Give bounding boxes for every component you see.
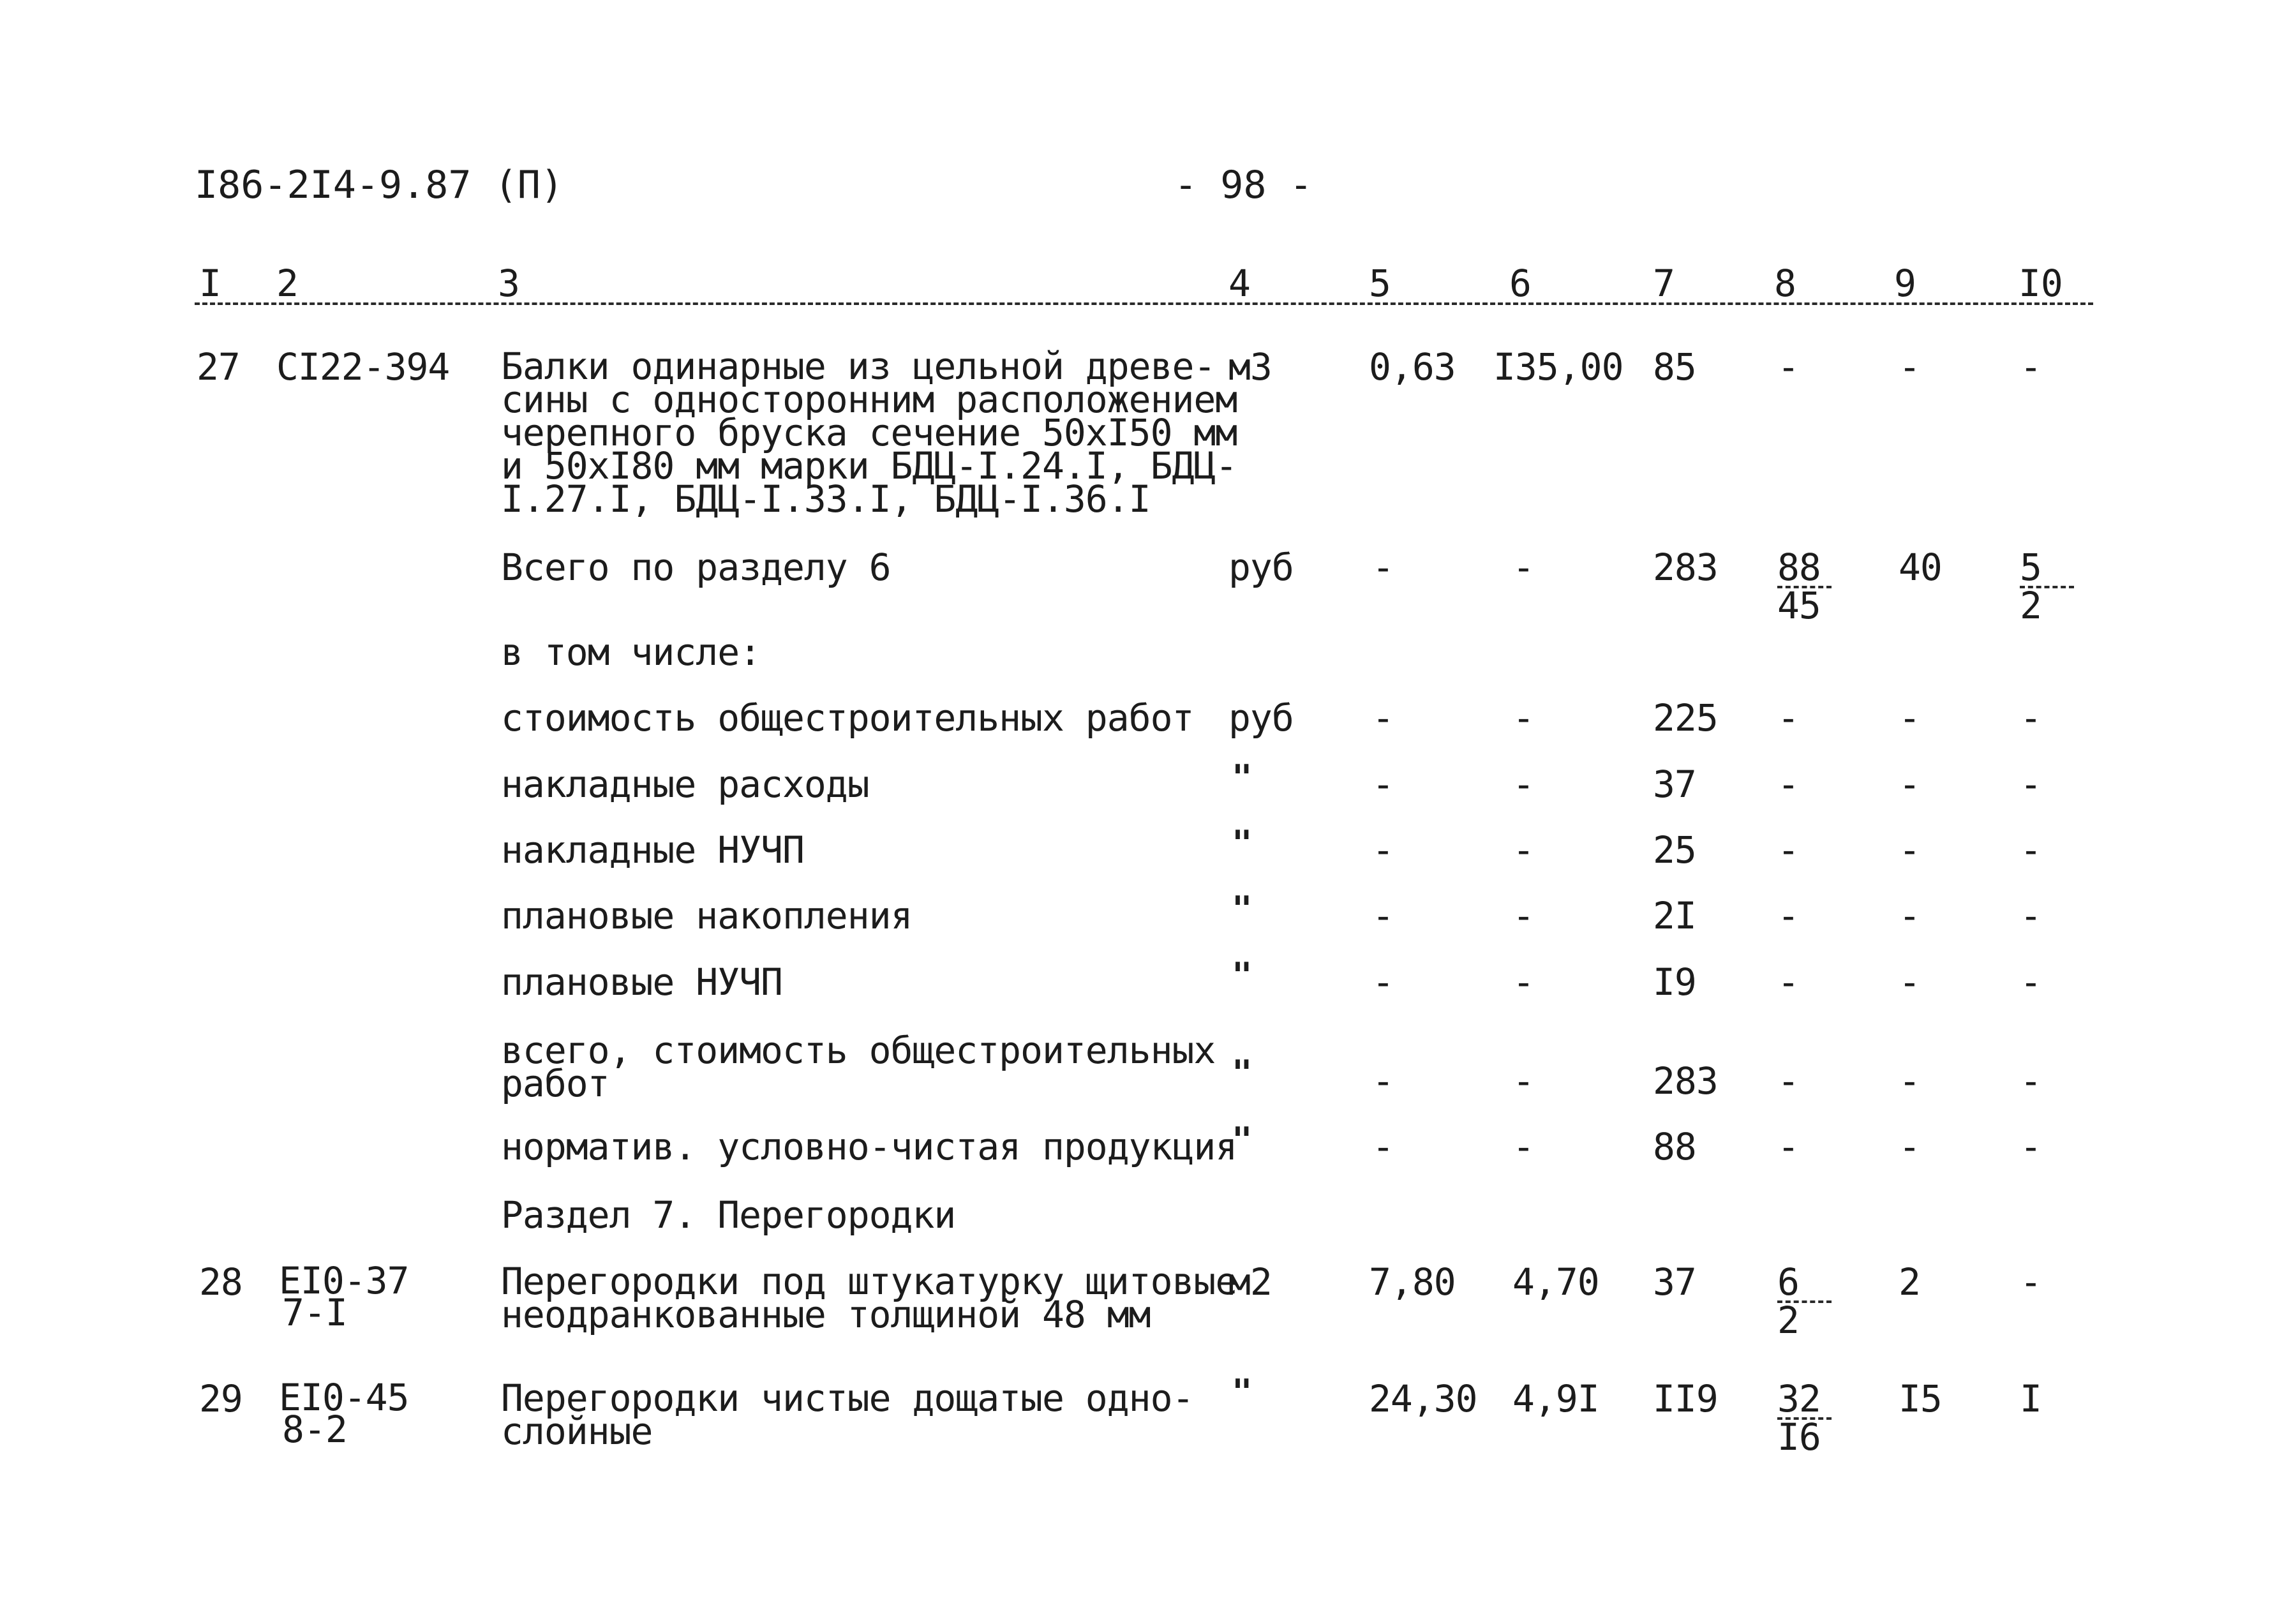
header-dashed-line — [195, 302, 2093, 305]
col-10-value: - — [2020, 894, 2041, 937]
unit-price: - — [1512, 696, 1534, 740]
row-number: 29 — [199, 1377, 243, 1420]
unit-price: - — [1512, 1125, 1534, 1168]
col-8-value: - — [1777, 828, 1799, 872]
unit-price: 4,9I — [1512, 1377, 1599, 1420]
col-9-value: - — [1899, 1125, 1920, 1168]
unit-price: - — [1512, 894, 1534, 937]
ditto-mark: " — [1232, 1053, 1251, 1093]
ditto-mark: " — [1232, 1120, 1251, 1160]
total-cost: 85 — [1653, 345, 1696, 389]
work-description: плановые накопления — [501, 894, 913, 937]
price-code: EI0-37 7-I — [279, 1259, 409, 1334]
row-number: 28 — [199, 1260, 243, 1304]
col-8-value: - — [1777, 763, 1799, 806]
quantity: 7,80 — [1369, 1260, 1456, 1304]
col-8-fraction: 32 I6 — [1777, 1382, 1832, 1454]
unit-price: 4,70 — [1512, 1260, 1599, 1304]
total-cost: II9 — [1653, 1377, 1718, 1420]
row-number: 27 — [197, 345, 240, 389]
quantity: 0,63 — [1369, 345, 1456, 389]
col-10-value: - — [2020, 1059, 2041, 1103]
total-cost: 283 — [1653, 1059, 1718, 1103]
work-description: стоимость общестроительных работ — [501, 696, 1194, 740]
including-label: в том числе: — [501, 630, 761, 674]
ditto-mark: " — [1232, 823, 1251, 863]
col-8-value: - — [1777, 1125, 1799, 1168]
col-10-value: - — [2020, 1260, 2041, 1304]
col-10-value: - — [2020, 696, 2041, 740]
unit-price: - — [1512, 960, 1534, 1004]
document-code: I86-2I4-9.87 (П) — [195, 163, 563, 207]
quantity: - — [1372, 763, 1394, 806]
work-description: всего, стоимость общестроительных работ — [501, 1029, 1216, 1105]
col-10-value: I — [2020, 1377, 2041, 1420]
col-header-1: I — [199, 262, 221, 305]
unit: руб — [1228, 696, 1294, 740]
col-8-fraction: 6 2 — [1777, 1265, 1832, 1337]
total-cost: 37 — [1653, 1260, 1696, 1304]
total-cost: 25 — [1653, 828, 1696, 872]
quantity: - — [1372, 894, 1394, 937]
col-header-8: 8 — [1774, 262, 1796, 305]
quantity: - — [1372, 696, 1394, 740]
col-10-value: - — [2020, 828, 2041, 872]
work-description: норматив. условно-чистая продукция — [501, 1125, 1237, 1168]
total-cost: 225 — [1653, 696, 1718, 740]
work-description: накладные расходы — [501, 763, 869, 806]
col-10-value: - — [2020, 345, 2041, 389]
section-heading: Раздел 7. Перегородки — [501, 1193, 956, 1237]
col-9-value: 2 — [1899, 1260, 1920, 1304]
col-10-fraction: 5 2 — [2020, 550, 2074, 623]
page-number: - 98 - — [1174, 163, 1313, 207]
col-9-value: 40 — [1899, 546, 1942, 589]
ditto-mark: " — [1232, 955, 1251, 995]
work-description: плановые НУЧП — [501, 960, 782, 1004]
col-header-9: 9 — [1894, 262, 1916, 305]
col-header-3: 3 — [498, 262, 520, 305]
col-10-value: - — [2020, 960, 2041, 1004]
unit-price: - — [1512, 828, 1534, 872]
price-code: CI22-394 — [276, 345, 450, 389]
total-cost: 2I — [1653, 894, 1696, 937]
col-8-value: - — [1777, 345, 1799, 389]
quantity: - — [1372, 960, 1394, 1004]
col-9-value: - — [1899, 1059, 1920, 1103]
ditto-mark: " — [1232, 889, 1251, 929]
work-description: накладные НУЧП — [501, 828, 804, 872]
col-header-10: I0 — [2019, 262, 2063, 305]
quantity: - — [1372, 546, 1394, 589]
col-8-value: - — [1777, 960, 1799, 1004]
col-10-value: - — [2020, 1125, 2041, 1168]
work-description: Перегородки под штукатурку щитовые неодранкованные толщиной 48 мм — [501, 1260, 1237, 1336]
unit: руб — [1228, 546, 1294, 589]
col-8-value: - — [1777, 696, 1799, 740]
quantity: 24,30 — [1369, 1377, 1477, 1420]
work-description: Перегородки чистые дощатые одно- слойные — [501, 1376, 1194, 1453]
quantity: - — [1372, 1059, 1394, 1103]
col-8-value: - — [1777, 1059, 1799, 1103]
col-9-value: - — [1899, 828, 1920, 872]
unit-price: - — [1512, 546, 1534, 589]
col-9-value: - — [1899, 763, 1920, 806]
total-cost: 37 — [1653, 763, 1696, 806]
col-header-5: 5 — [1369, 262, 1391, 305]
quantity: - — [1372, 1125, 1394, 1168]
col-9-value: - — [1899, 345, 1920, 389]
unit: м3 — [1228, 345, 1272, 389]
col-8-value: - — [1777, 894, 1799, 937]
col-9-value: - — [1899, 960, 1920, 1004]
total-cost: 88 — [1653, 1125, 1696, 1168]
total-cost: I9 — [1653, 960, 1696, 1004]
col-header-4: 4 — [1228, 262, 1251, 305]
ditto-mark: " — [1232, 757, 1251, 798]
unit: м2 — [1228, 1260, 1272, 1304]
col-10-value: - — [2020, 763, 2041, 806]
ditto-mark: " — [1232, 1372, 1251, 1412]
work-description: Балки одинарные из цельной древе- сины с односторонним расположением черепного бруска сечение 50xI50 мм и 50xI80 мм марки БДЦ-I.24.I, БДЦ- I.27.I, БДЦ-I.33.I, БДЦ-I.36.I — [501, 345, 1237, 521]
unit-price: - — [1512, 763, 1534, 806]
col-8-fraction: 88 45 — [1777, 550, 1832, 623]
col-header-7: 7 — [1653, 262, 1675, 305]
col-header-2: 2 — [276, 262, 299, 305]
quantity: - — [1372, 828, 1394, 872]
col-9-value: - — [1899, 696, 1920, 740]
total-cost: 283 — [1653, 546, 1718, 589]
col-9-value: I5 — [1899, 1377, 1942, 1420]
price-code: EI0-45 8-2 — [279, 1376, 409, 1451]
unit-price: - — [1512, 1059, 1534, 1103]
unit-price: I35,00 — [1493, 345, 1623, 389]
col-9-value: - — [1899, 894, 1920, 937]
col-header-6: 6 — [1509, 262, 1532, 305]
work-description: Всего по разделу 6 — [501, 546, 891, 589]
